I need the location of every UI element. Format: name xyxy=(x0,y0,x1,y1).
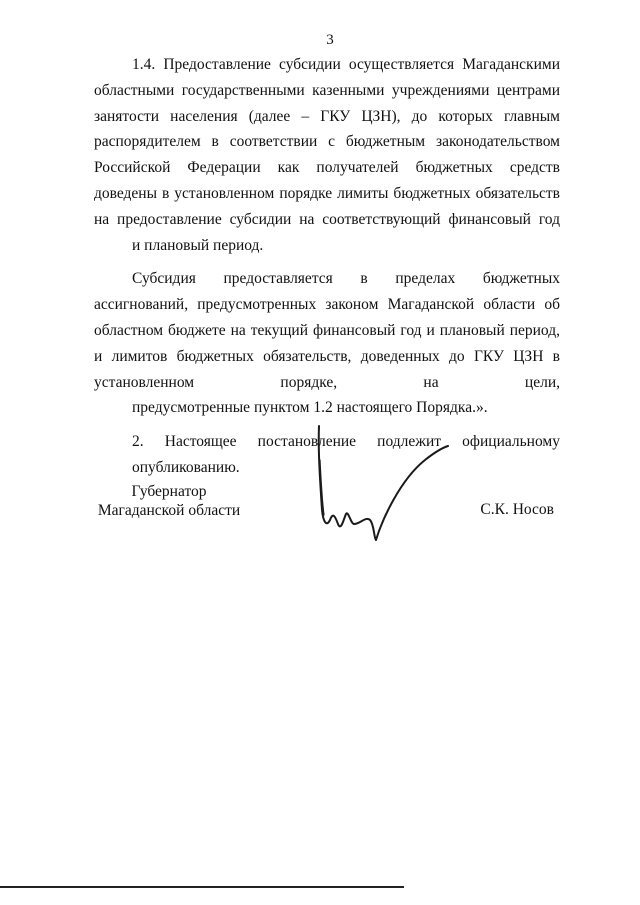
paragraph-2-text: 2. Настоящее постановление подлежит официальному xyxy=(132,433,560,451)
handwritten-signature xyxy=(310,420,460,550)
paragraph-1-4 xyxy=(94,52,560,258)
document-body xyxy=(94,52,560,481)
paragraph-1-4-last-line: и плановый период. xyxy=(132,236,264,254)
signatory-title xyxy=(94,482,244,520)
paragraph-1-4-text: 1.4. Предоставление субсидии осуществляется Магаданскими областными государственными казенными учреждениями центрами занятости населения (далее – ГКУ ЦЗН), до которых главным распорядителем в соответствии с бюджетным законодательством Российской Федерации как получателей бюджетных средств доведены в установленном порядке лимиты бюджетных обязательств на предоставление субсидии на соответствующий финансовый год xyxy=(94,56,560,228)
paragraph-subsidy xyxy=(94,266,560,421)
page-number: 3 xyxy=(326,32,334,48)
signatory-title-line1: Губернатор xyxy=(131,483,207,500)
paragraph-2-last-line: опубликованию. xyxy=(132,458,240,476)
paragraph-subsidy-text: Субсидия предоставляется в пределах бюджетных ассигнований, предусмотренных законом Магаданской области об областном бюджете на текущий финансовый год и плановый период, и лимитов бюджетных обязательств, доведенных до ГКУ ЦЗН в установленном порядке, на цели, xyxy=(94,270,560,391)
footer-rule xyxy=(0,886,404,888)
signatory-title-line2: Магаданской области xyxy=(97,502,241,519)
signatory-name: С.К. Носов xyxy=(480,501,554,518)
paragraph-subsidy-last-line: предусмотренные пунктом 1.2 настоящего Порядка.». xyxy=(132,399,488,417)
